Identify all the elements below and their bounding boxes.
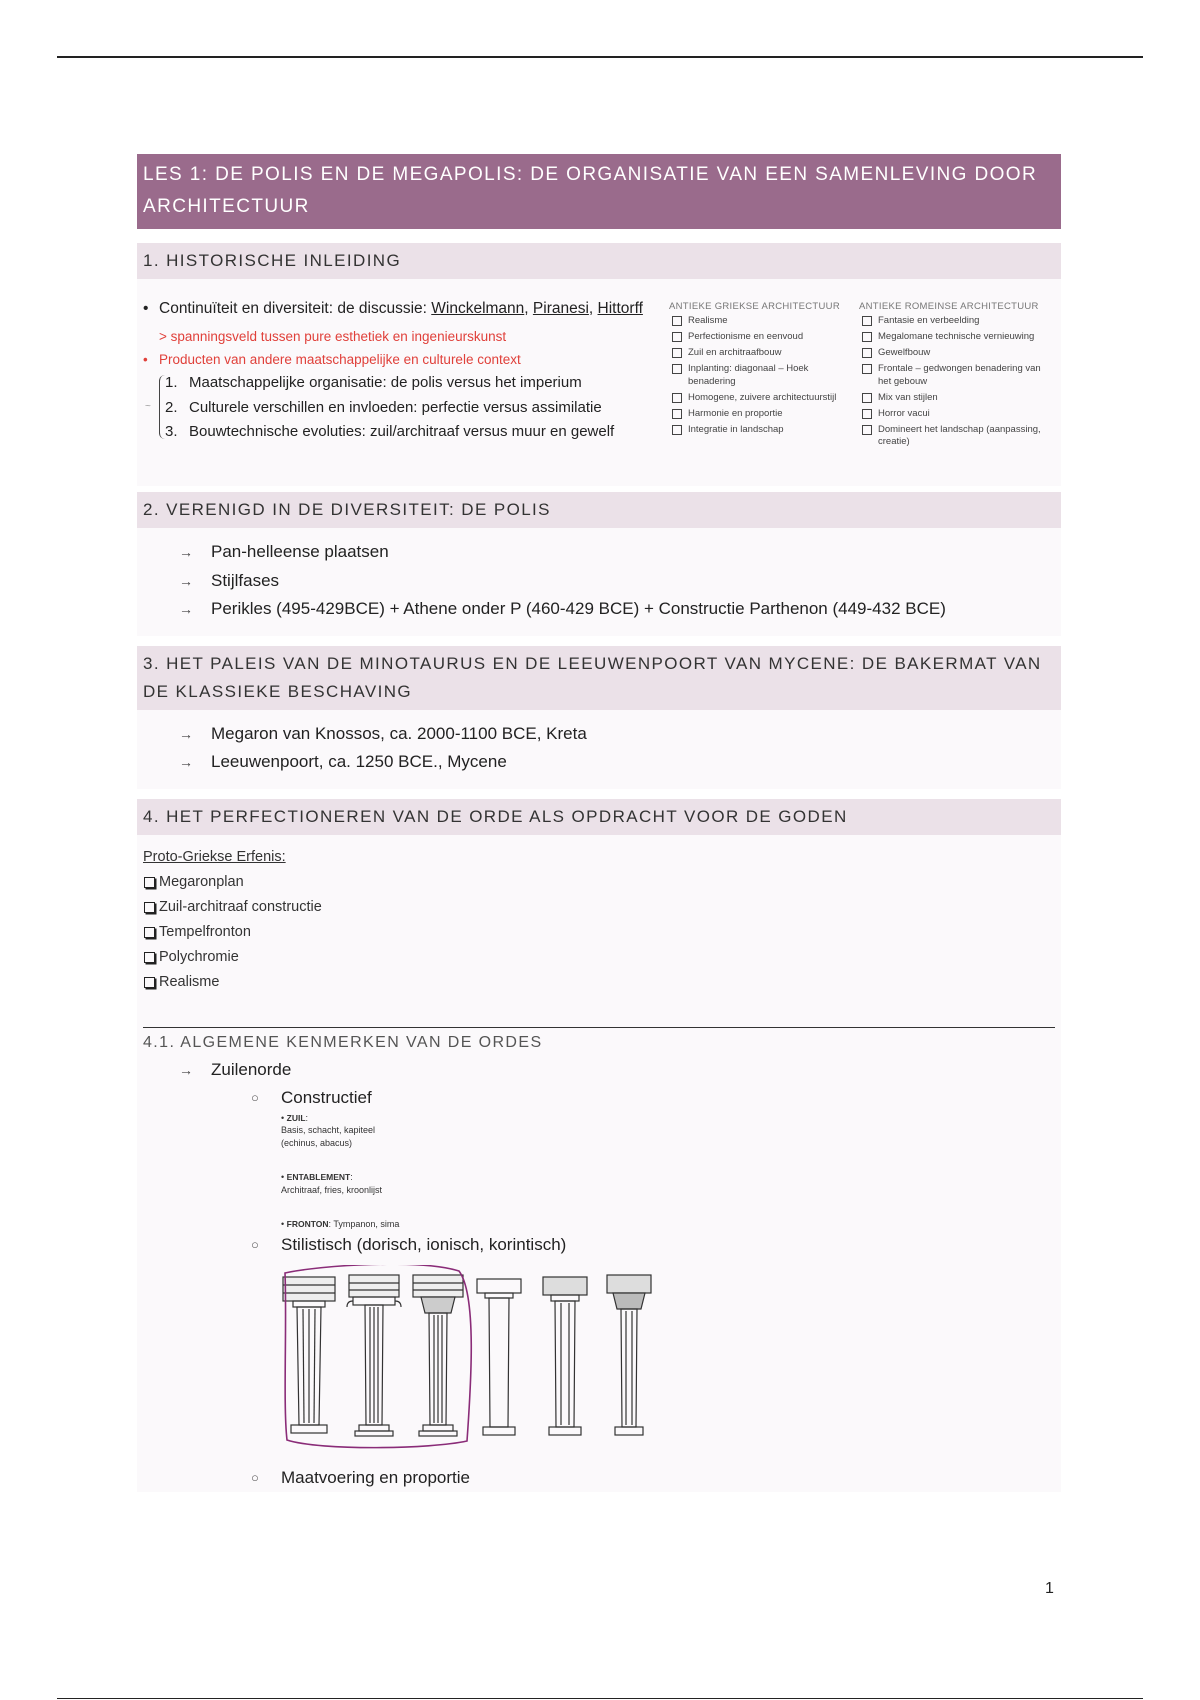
numbered-item: 3. Bouwtechnische evoluties: zuil/architraaf versus muur en gewelf	[165, 423, 615, 440]
numbered-item: 2. Culturele verschillen en invloeden: perfectie versus assimilatie	[165, 398, 602, 416]
section-3-heading: 3. HET PALEIS VAN DE MINOTAURUS EN DE LEEUWENPOORT VAN MYCENE: DE BAKERMAT VAN DE KLASSIEKE BESCHAVING	[137, 646, 1061, 710]
list-item: Harmonie en proportie	[669, 408, 849, 421]
list-item: Fantasie en verbeelding	[859, 315, 1049, 328]
column-corinthian	[413, 1275, 463, 1436]
checkbox-icon	[862, 425, 872, 435]
checkbox-icon	[144, 902, 155, 913]
arrow-icon: →	[179, 754, 193, 770]
bullet-products-text: Producten van andere maatschappelijke en culturele context	[159, 352, 521, 367]
column-tuscan	[477, 1279, 521, 1435]
checklist-item: Tempelfronton	[143, 920, 1055, 945]
column-ionic	[347, 1275, 401, 1436]
checkbox-icon	[672, 316, 682, 326]
list-item: Horror vacui	[859, 408, 1049, 421]
checkbox-icon	[672, 425, 682, 435]
name-winckelmann: Winckelmann	[431, 300, 525, 317]
column-doric	[283, 1277, 335, 1433]
list-item: Megalomane technische vernieuwing	[859, 331, 1049, 344]
checkbox-icon	[672, 409, 682, 419]
list-item: Integratie in landschap	[669, 424, 849, 437]
checkbox-icon	[862, 316, 872, 326]
list-item-stilistisch: ○ Stilistisch (dorisch, ionisch, korintisch)	[137, 1231, 1061, 1259]
list-item: Perfectionisme en eenvoud	[669, 331, 849, 344]
numbered-list	[143, 371, 663, 445]
checkbox-icon	[144, 952, 155, 963]
zuil-label: ZUIL	[286, 1112, 306, 1123]
header-rule	[57, 56, 1143, 58]
zuil-text: Basis, schacht, kapiteel	[281, 1125, 376, 1135]
roman-architecture-list	[859, 301, 1049, 452]
lesson-title: LES 1: DE POLIS EN DE MEGAPOLIS: DE ORGANISATIE VAN EEN SAMENLEVING DOOR ARCHITECTUUR	[137, 154, 1061, 229]
checklist-item: Polychromie	[143, 945, 1055, 970]
entablement-text: Architraaf, fries, kroonlijst	[281, 1184, 383, 1195]
legacy-block	[137, 835, 1061, 995]
section-1-body	[137, 279, 1061, 486]
checkbox-icon	[144, 977, 155, 988]
column-orders-image	[281, 1265, 671, 1455]
list-item-zuilenorde: → Zuilenorde	[137, 1056, 1061, 1084]
section-3-list	[137, 710, 1061, 789]
checkbox-icon	[862, 364, 872, 374]
roman-heading: ANTIEKE ROMEINSE ARCHITECTUUR	[859, 301, 1039, 312]
section-2-heading: 2. VERENIGD IN DE DIVERSITEIT: DE POLIS	[137, 492, 1061, 528]
checkbox-icon	[672, 364, 682, 374]
list-item: → Pan-helleense plaatsen	[179, 538, 1061, 567]
list-item: Frontale – gedwongen benadering van het gebouw	[859, 363, 1049, 388]
arrow-icon: →	[179, 725, 193, 742]
section-4-body	[137, 835, 1061, 1492]
page-number: 1	[1045, 1580, 1054, 1597]
list-item: Gewelfbouw	[859, 347, 1049, 360]
list-item: Zuil en architraafbouw	[669, 347, 849, 360]
greek-heading: ANTIEKE GRIEKSE ARCHITECTUUR	[669, 301, 840, 312]
tension-note: > spanningsveld tussen pure esthetiek en ingenieurskunst	[159, 329, 507, 344]
list-item: Realisme	[669, 315, 849, 328]
checkbox-icon	[144, 927, 155, 938]
footer-rule	[57, 1698, 1143, 1699]
section-1-heading: 1. HISTORISCHE INLEIDING	[137, 243, 1061, 279]
checkbox-icon	[672, 332, 682, 342]
fronton-text: Tympanon, sima	[333, 1219, 400, 1229]
list-item: Mix van stijlen	[859, 392, 1049, 405]
list-item-constructief: ○ Constructief	[137, 1084, 1061, 1112]
list-item: → Megaron van Knossos, ca. 2000-1100 BCE, Kreta	[179, 720, 1061, 749]
checkbox-icon	[862, 348, 872, 358]
checklist-item: Megaronplan	[143, 870, 1055, 895]
arrow-icon: →	[179, 1061, 193, 1078]
checkbox-icon	[862, 393, 872, 403]
document-body	[137, 154, 1061, 1492]
list-item: → Stijlfases	[179, 567, 1061, 596]
section-2-list	[137, 528, 1061, 636]
legacy-title: Proto-Griekse Erfenis:	[143, 848, 286, 865]
arrow-icon: →	[179, 601, 193, 617]
checkbox-icon	[862, 332, 872, 342]
column-orders-illustration	[137, 1265, 1061, 1460]
construction-figure: • ZUIL: Basis, schacht, kapiteel (echinus, abacus) • ENTABLEMENT: Architraaf, fries, kroonlijst • FRONTON: Tympanon, sima	[137, 1112, 1061, 1231]
checkbox-icon	[144, 877, 155, 888]
checklist-item: Realisme	[143, 970, 1055, 995]
name-piranesi: Piranesi	[532, 300, 589, 317]
list-item: Domineert het landschap (aanpassing, creatie)	[859, 424, 1049, 449]
greek-architecture-list	[669, 301, 849, 440]
bullet-products: • Producten van andere maatschappelijke en culturele context	[143, 348, 663, 371]
checkbox-icon	[862, 409, 872, 419]
entablement-label: ENTABLEMENT	[286, 1172, 351, 1182]
checklist-item: Zuil-architraaf constructie	[143, 895, 1055, 920]
name-hittorff: Hittorff	[597, 300, 643, 317]
section-4-heading: 4. HET PERFECTIONEREN VAN DE ORDE ALS OPDRACHT VOOR DE GODEN	[137, 799, 1061, 835]
section-1-text	[143, 297, 663, 445]
fronton-label: FRONTON	[286, 1219, 329, 1229]
tilde-mark: ~	[145, 401, 151, 412]
brace-mark	[159, 375, 166, 439]
checkbox-icon	[672, 393, 682, 403]
list-item: → Leeuwenpoort, ca. 1250 BCE., Mycene	[179, 748, 1061, 777]
checkbox-icon	[672, 348, 682, 358]
list-item: Homogene, zuivere architectuurstijl	[669, 392, 849, 405]
zuil-subtext: (echinus, abacus)	[281, 1137, 353, 1148]
arrow-icon: →	[179, 544, 193, 560]
subsection-heading: 4.1. ALGEMENE KENMERKEN VAN DE ORDES	[143, 1033, 543, 1051]
circle-bullet-icon: ○	[251, 1089, 259, 1105]
arrow-icon: →	[179, 572, 193, 589]
bullet-continuity-text: Continuïteit en diversiteit: de discussie:	[159, 300, 432, 317]
list-item-maatvoering: ○ Maatvoering en proportie	[137, 1464, 1061, 1492]
list-item: Inplanting: diagonaal – Hoek benadering	[669, 363, 849, 388]
column-roman-doric	[543, 1277, 587, 1435]
list-item: → Perikles (495-429BCE) + Athene onder P (460-429 BCE) + Constructie Parthenon (449-432 BCE)	[179, 595, 1061, 624]
circle-bullet-icon: ○	[251, 1236, 259, 1252]
bullet-continuity: • Continuïteit en diversiteit: de discussie: Winckelmann, Piranesi, Hittorff	[143, 300, 643, 317]
circle-bullet-icon: ○	[251, 1469, 259, 1485]
column-composite	[607, 1275, 651, 1435]
numbered-item: 1. Maatschappelijke organisatie: de polis versus het imperium	[165, 374, 582, 391]
